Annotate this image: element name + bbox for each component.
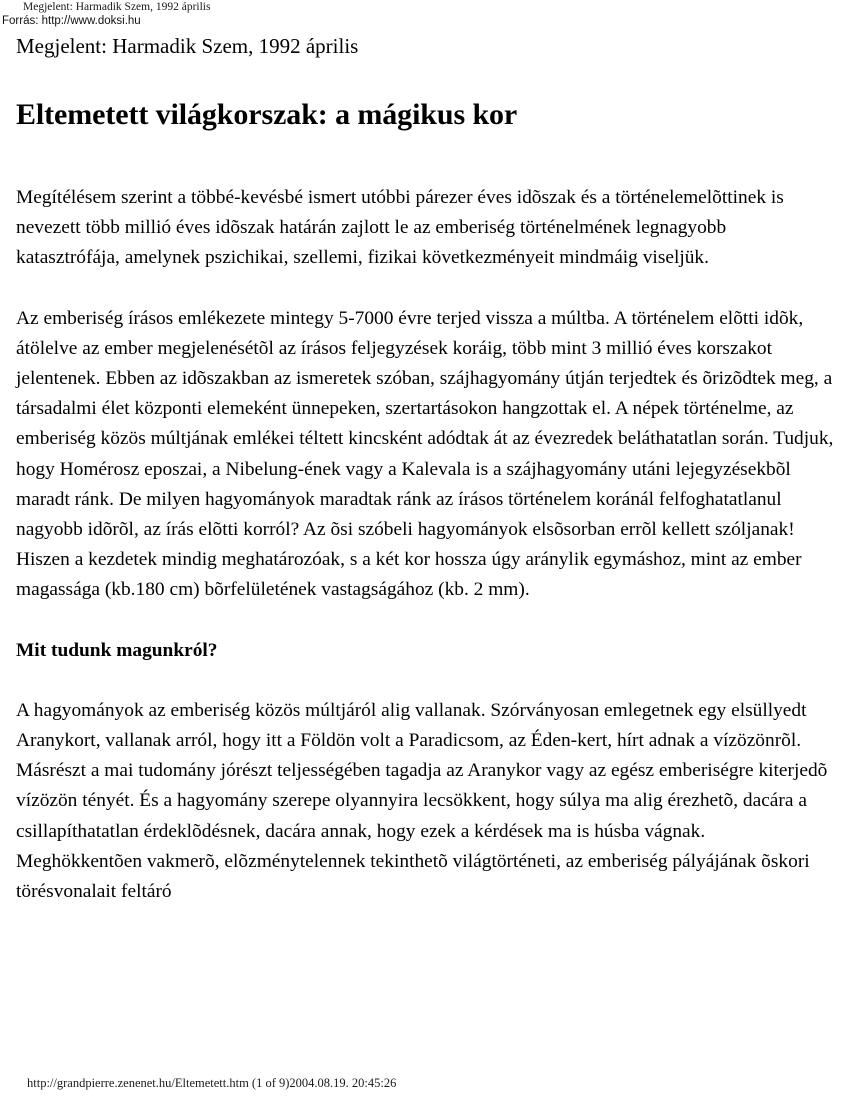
- article-content: [16, 33, 834, 907]
- body-paragraph-1: Megítélésem szerint a többé-kevésbé ismert utóbbi párezer éves idõszak és a történelemelõttinek is nevezett több millió éves idõszak határán zajlott le az emberiség történelmének legnagyobb katasztrófája, amelynek pszichikai, szellemi, fizikai következményeit mindmáig viseljük.: [16, 187, 784, 269]
- header-source-url: Forrás: http://www.doksi.hu: [2, 15, 141, 27]
- body-paragraph-2: Az emberiség írásos emlékezete mintegy 5-7000 évre terjed vissza a múltba. A történelem elõtti idõk, átölelve az ember megjelenésétõl az írásos feljegyzések koráig, több mint 3 millió éves korszakot jelentenek. Ebben az idõszakban az ismeretek szóban, szájhagyomány útján terjedtek és õrizõdtek meg, a társadalmi élet központi elemeként ünnepeken, szertartásokon hangzottak el. A népek történelme, az emberiség közös múltjának emlékei téltett kincsként adódtak át az évezredek beláthatatlan során. Tudjuk, hogy Homérosz eposzai, a Nibelung-ének vagy a Kalevala is a szájhagyomány utáni lejegyzésekbõl maradt ránk. De milyen hagyományok maradtak ránk az írásos történelem koránál felfoghatatlanul nagyobb idõrõl, az írás elõtti korról? Az õsi szóbeli hagyományok elsõsorban errõl kellett szóljanak! Hiszen a kezdetek mindig meghatározóak, s a két kor hossza úgy aránylik egymáshoz, mint az ember magassága (kb.180 cm) bõrfelületének vastagságához (kb. 2 mm).: [16, 307, 834, 601]
- header-source-citation: Megjelent: Harmadik Szem, 1992 április: [23, 1, 211, 13]
- section-subheading: Mit tudunk magunkról?: [16, 639, 218, 661]
- document-watermark-header: [0, 0, 850, 28]
- article-body: [16, 183, 834, 907]
- page-title: Eltemetett világkorszak: a mágikus kor: [16, 98, 518, 131]
- print-footer: http://grandpierre.zenenet.hu/Eltemetett.htm (1 of 9)2004.08.19. 20:45:26: [27, 1076, 397, 1090]
- body-paragraph-3: A hagyományok az emberiség közös múltjáról alig vallanak. Szórványosan emlegetnek egy elsüllyedt Aranykort, vallanak arról, hogy itt a Földön volt a Paradicsom, az Éden-kert, hírt adnak a vízözönrõl. Másrészt a mai tudomány jórészt teljességében tagadja az Aranykor vagy az egész emberiségre kiterjedõ vízözön tényét. És a hagyomány szerepe olyannyira lecsökkent, hogy súlya ma alig érezhetõ, dacára a csillapíthatatlan érdeklõdésnek, dacára annak, hogy ezek a kérdések ma is húsba vágnak. Meghökkentõen vakmerõ, elõzménytelennek tekinthetõ világtörténeti, az emberiség pályájának õskori törésvonalait feltáró: [16, 699, 828, 903]
- article-issue-line: Megjelent: Harmadik Szem, 1992 április: [16, 34, 359, 58]
